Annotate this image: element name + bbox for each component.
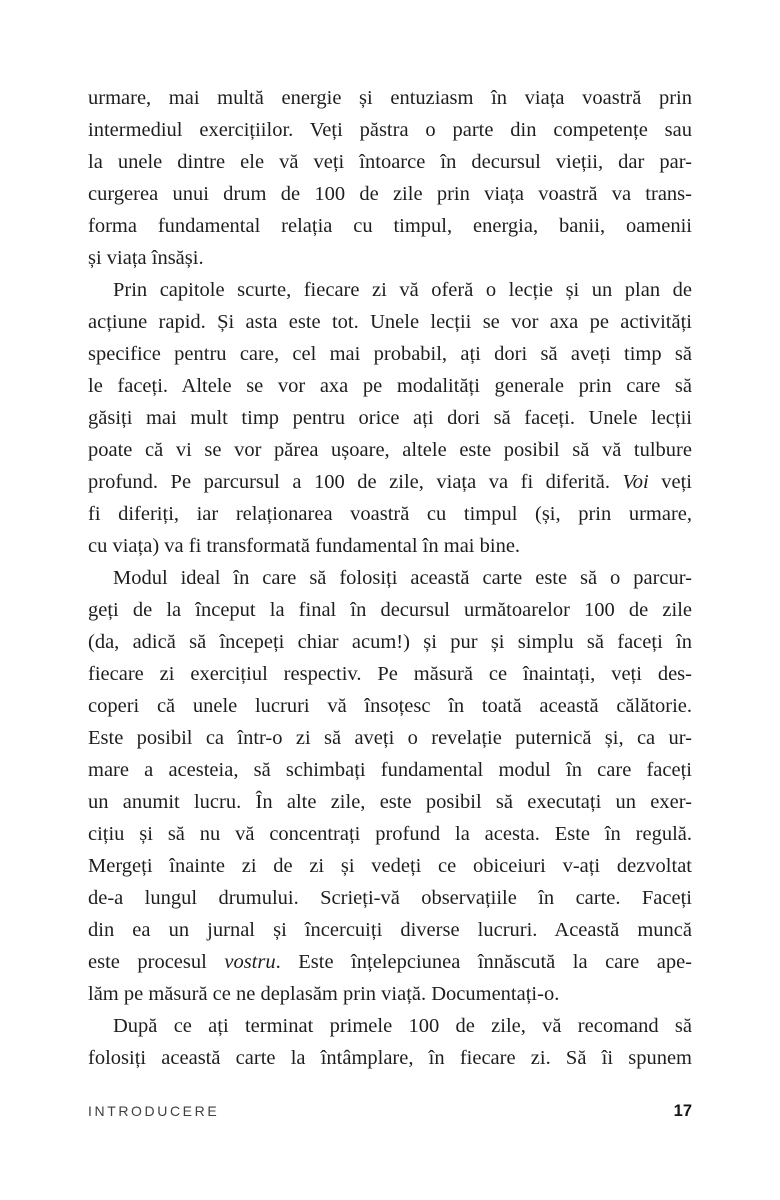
paragraph bbox=[88, 82, 692, 274]
text-line: la unele dintre ele vă veți întoarce în decursul vieții, dar par- bbox=[88, 151, 692, 173]
text-line: din ea un jurnal și încercuiți diverse lucruri. Această muncă bbox=[88, 919, 692, 941]
text-line: mare a acesteia, să schimbați fundamental modul în care faceți bbox=[88, 759, 692, 781]
text-line: poate că vi se vor părea ușoare, altele este posibil să vă tulbure bbox=[88, 439, 692, 461]
text-line bbox=[88, 466, 692, 498]
text-line: cițiu și să nu vă concentrați profund la acesta. Este în regulă. bbox=[88, 823, 692, 845]
text-line: Este posibil ca într-o zi să aveți o revelație puternică și, ca ur- bbox=[88, 727, 692, 749]
text-line: găsiți mai mult timp pentru orice ați dori să faceți. Unele lecții bbox=[88, 407, 692, 429]
italic-text: Voi bbox=[622, 471, 649, 493]
text-line: folosiți această carte la întâmplare, în fiecare zi. Să îi spunem bbox=[88, 1047, 692, 1069]
footer-section-label: INTRODUCERE bbox=[88, 1103, 220, 1119]
text-line: fi diferiți, iar relaționarea voastră cu timpul (și, prin urmare, bbox=[88, 503, 692, 525]
page-footer bbox=[88, 1101, 692, 1121]
text-line: fiecare zi exercițiul respectiv. Pe măsură ce înaintați, veți des- bbox=[88, 663, 692, 685]
footer-page-number: 17 bbox=[673, 1102, 692, 1120]
text-line: curgerea unui drum de 100 de zile prin viața voastră va trans- bbox=[88, 183, 692, 205]
text-line: le faceți. Altele se vor axa pe modalități generale prin care să bbox=[88, 375, 692, 397]
text-segment: . Este înțelepciunea înnăscută la care ape- bbox=[275, 951, 692, 973]
text-line: coperi că unele lucruri vă însoțesc în toată această călătorie. bbox=[88, 695, 692, 717]
text-line: Prin capitole scurte, fiecare zi vă oferă o lecție și un plan de bbox=[113, 279, 692, 301]
text-line: de-a lungul drumului. Scrieți-vă observațiile în carte. Faceți bbox=[88, 887, 692, 909]
text-line: specifice pentru care, cel mai probabil, ați dori să aveți timp să bbox=[88, 343, 692, 365]
text-line: geți de la început la final în decursul următoarelor 100 de zile bbox=[88, 599, 692, 621]
text-line: un anumit lucru. În alte zile, este posibil să executați un exer- bbox=[88, 791, 692, 813]
body-text bbox=[88, 82, 692, 1074]
paragraph bbox=[88, 274, 692, 562]
text-line: După ce ați terminat primele 100 de zile, vă recomand să bbox=[113, 1015, 692, 1037]
paragraph bbox=[88, 1010, 692, 1074]
text-line: urmare, mai multă energie și entuziasm în viața voastră prin bbox=[88, 87, 692, 109]
text-segment: profund. Pe parcursul a 100 de zile, viața va fi diferită. bbox=[88, 471, 623, 493]
text-line: acțiune rapid. Și asta este tot. Unele lecții se vor axa pe activități bbox=[88, 311, 692, 333]
text-segment: este procesul bbox=[88, 951, 225, 973]
text-line: intermediul exercițiilor. Veți păstra o parte din competențe sau bbox=[88, 119, 692, 141]
italic-text: vostru bbox=[224, 951, 276, 973]
text-line: Mergeți înainte zi de zi și vedeți ce obiceiuri v-ați dezvoltat bbox=[88, 855, 692, 877]
text-line: și viața însăși. bbox=[88, 247, 204, 269]
paragraph bbox=[88, 562, 692, 1010]
text-line: (da, adică să începeți chiar acum!) și pur și simplu să faceți în bbox=[88, 631, 692, 653]
text-line: cu viața) va fi transformată fundamental în mai bine. bbox=[88, 535, 521, 557]
text-line: Modul ideal în care să folosiți această carte este să o parcur- bbox=[113, 567, 692, 589]
text-line: forma fundamental relația cu timpul, energia, banii, oamenii bbox=[88, 215, 692, 237]
text-segment: veți bbox=[648, 471, 692, 493]
text-line: lăm pe măsură ce ne deplasăm prin viață. Documentați-o. bbox=[88, 983, 560, 1005]
text-line bbox=[88, 946, 692, 978]
